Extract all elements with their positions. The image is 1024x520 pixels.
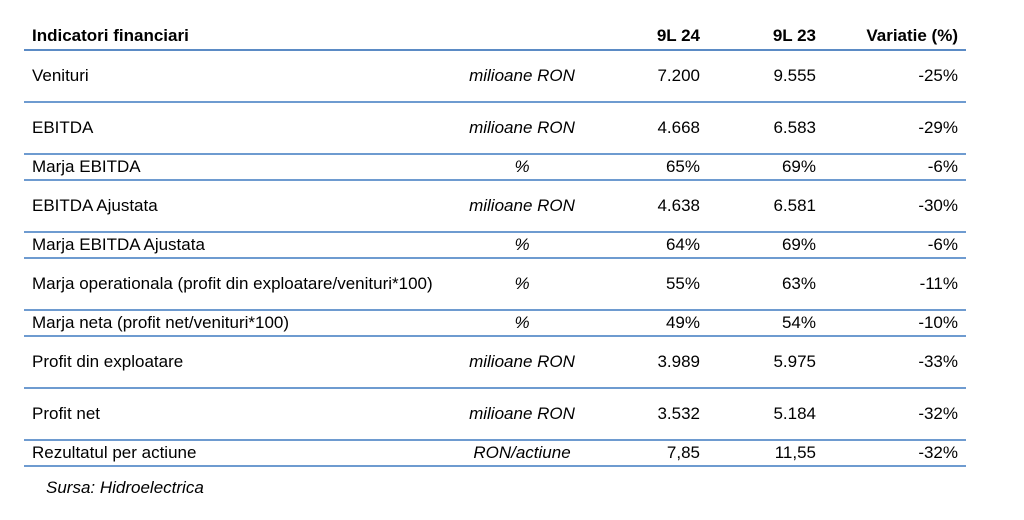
row-value-period-2: 69% <box>708 154 824 180</box>
row-value-period-2: 9.555 <box>708 50 824 102</box>
row-label: EBITDA Ajustata <box>24 180 460 232</box>
row-variation: -30% <box>824 180 966 232</box>
table-row <box>24 180 966 232</box>
row-value-period-1: 3.989 <box>584 336 708 388</box>
row-unit: % <box>460 232 584 258</box>
row-variation: -33% <box>824 336 966 388</box>
table-row <box>24 102 966 154</box>
header-unit <box>460 22 584 50</box>
table-row <box>24 440 966 466</box>
row-value-period-2: 54% <box>708 310 824 336</box>
row-label: Venituri <box>24 50 460 102</box>
row-value-period-1: 49% <box>584 310 708 336</box>
header-period-1: 9L 24 <box>584 22 708 50</box>
row-label: Marja EBITDA <box>24 154 460 180</box>
row-unit: RON/actiune <box>460 440 584 466</box>
table-row <box>24 258 966 310</box>
table-row <box>24 154 966 180</box>
row-value-period-2: 11,55 <box>708 440 824 466</box>
header-indicator: Indicatori financiari <box>24 22 460 50</box>
table-row <box>24 50 966 102</box>
row-value-period-1: 64% <box>584 232 708 258</box>
row-value-period-1: 55% <box>584 258 708 310</box>
row-unit: milioane RON <box>460 336 584 388</box>
table-row <box>24 388 966 440</box>
table-header-row <box>24 22 966 50</box>
row-unit: % <box>460 154 584 180</box>
row-label: Marja neta (profit net/venituri*100) <box>24 310 460 336</box>
row-unit: % <box>460 310 584 336</box>
financial-indicators-table-container <box>24 22 966 467</box>
row-label: EBITDA <box>24 102 460 154</box>
row-label: Marja operationala (profit din exploatare/venituri*100) <box>24 258 460 310</box>
row-variation: -10% <box>824 310 966 336</box>
source-note: Sursa: Hidroelectrica <box>46 478 204 497</box>
row-value-period-1: 7.200 <box>584 50 708 102</box>
row-label: Profit din exploatare <box>24 336 460 388</box>
row-unit: % <box>460 258 584 310</box>
row-variation: -32% <box>824 440 966 466</box>
row-variation: -32% <box>824 388 966 440</box>
row-value-period-1: 4.638 <box>584 180 708 232</box>
row-value-period-2: 6.583 <box>708 102 824 154</box>
row-value-period-2: 63% <box>708 258 824 310</box>
row-label: Marja EBITDA Ajustata <box>24 232 460 258</box>
row-variation: -25% <box>824 50 966 102</box>
table-row <box>24 336 966 388</box>
row-label: Profit net <box>24 388 460 440</box>
row-value-period-1: 4.668 <box>584 102 708 154</box>
table-row <box>24 310 966 336</box>
table-row <box>24 232 966 258</box>
row-unit: milioane RON <box>460 50 584 102</box>
row-label: Rezultatul per actiune <box>24 440 460 466</box>
header-variation: Variatie (%) <box>824 22 966 50</box>
row-value-period-2: 5.184 <box>708 388 824 440</box>
row-value-period-1: 3.532 <box>584 388 708 440</box>
row-value-period-1: 65% <box>584 154 708 180</box>
row-value-period-2: 69% <box>708 232 824 258</box>
row-unit: milioane RON <box>460 388 584 440</box>
row-unit: milioane RON <box>460 180 584 232</box>
header-period-2: 9L 23 <box>708 22 824 50</box>
row-value-period-2: 6.581 <box>708 180 824 232</box>
row-variation: -6% <box>824 154 966 180</box>
row-variation: -6% <box>824 232 966 258</box>
financial-indicators-table <box>24 22 966 467</box>
row-variation: -11% <box>824 258 966 310</box>
row-variation: -29% <box>824 102 966 154</box>
row-unit: milioane RON <box>460 102 584 154</box>
row-value-period-2: 5.975 <box>708 336 824 388</box>
row-value-period-1: 7,85 <box>584 440 708 466</box>
